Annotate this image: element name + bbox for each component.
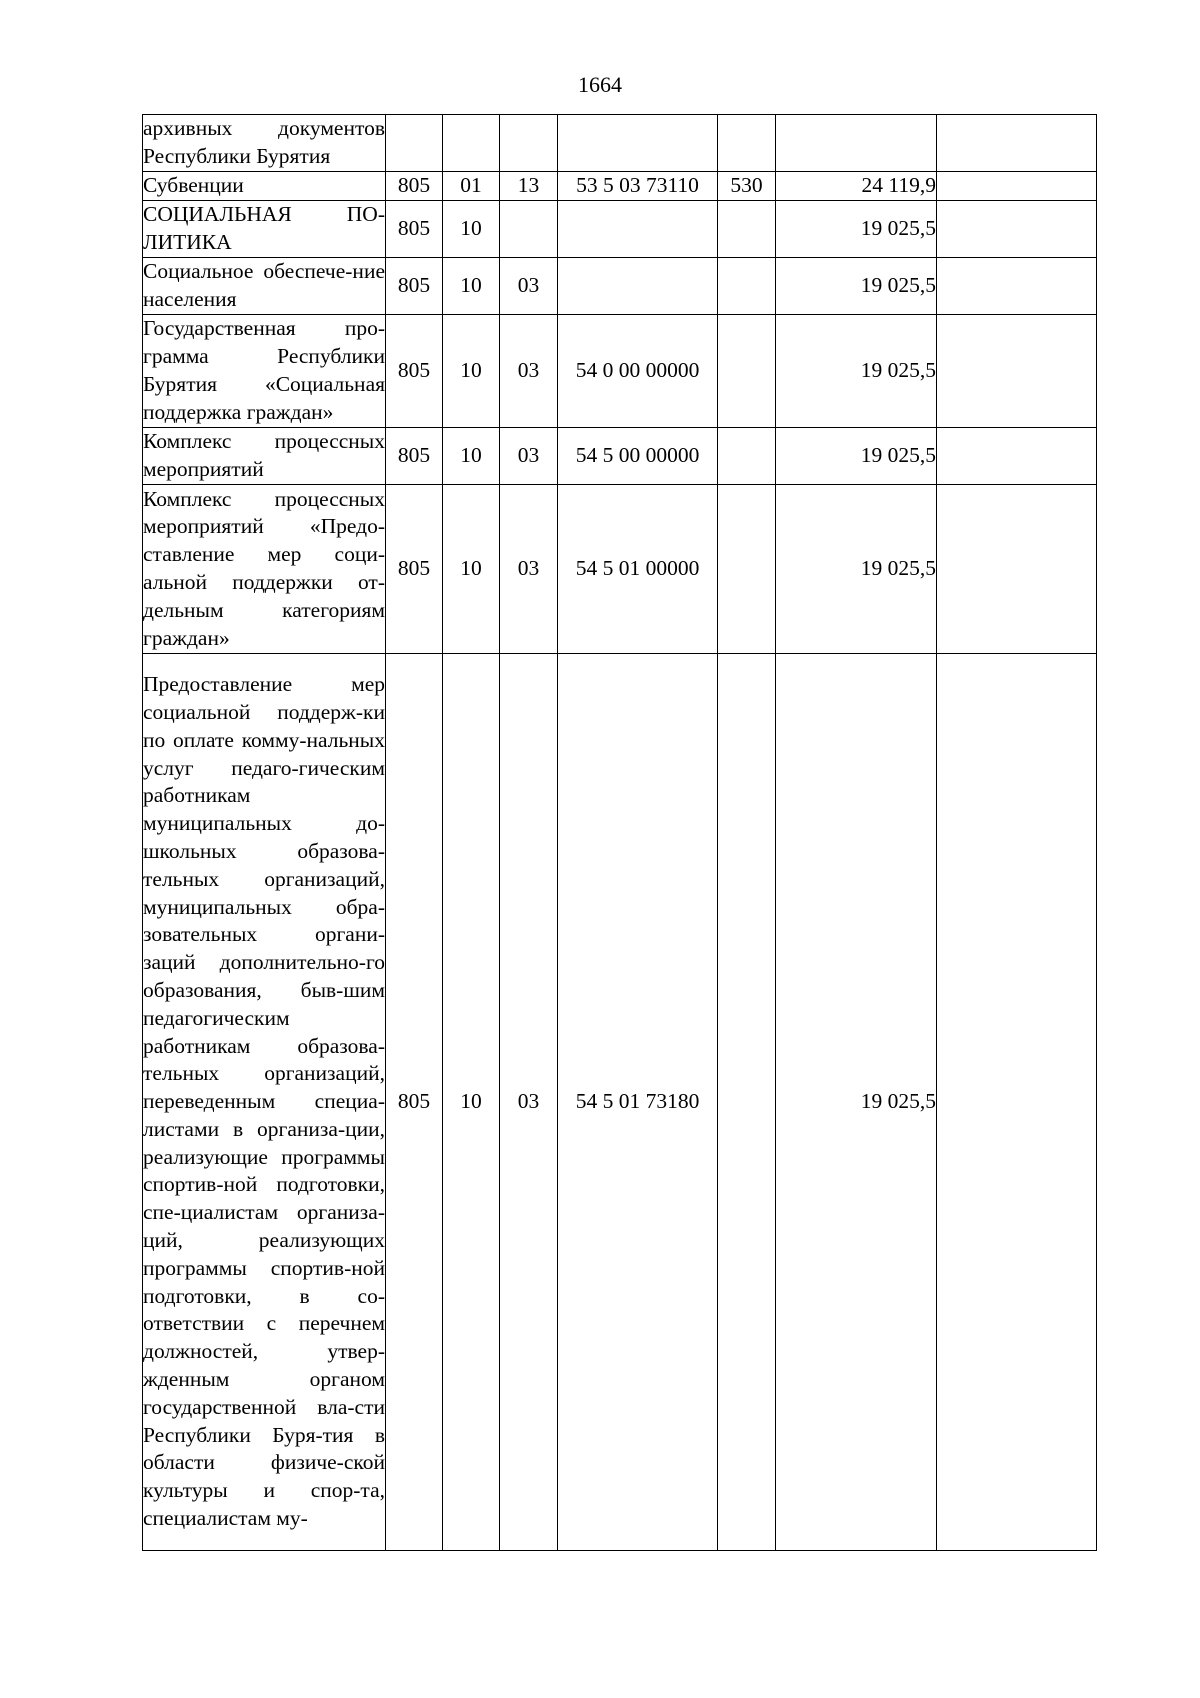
row-name: Комплекс процессных мероприятий «Предо-ставление мер соци-альной поддержки от-дельным категориям граждан» [143,485,386,654]
section-code: 10 [443,201,500,258]
subsection-code: 03 [500,428,558,485]
target-article-code: 54 0 00 00000 [558,315,718,428]
row-name: Субвенции [143,172,386,201]
row-name: Государственная про-грамма Республики Бурятия «Социальная поддержка граждан» [143,315,386,428]
ved-code: 805 [386,201,443,258]
target-article-code: 54 5 01 73180 [558,654,718,1551]
amount: 24 119,9 [776,172,937,201]
table-row [143,258,1097,315]
extra-column [937,654,1097,1551]
extra-column [937,115,1097,172]
row-name: Комплекс процессных мероприятий [143,428,386,485]
subsection-code [500,201,558,258]
table-row [143,201,1097,258]
expense-type-code [718,201,776,258]
subsection-code: 03 [500,315,558,428]
amount: 19 025,5 [776,315,937,428]
page-number: 1664 [578,72,622,97]
ved-code [386,115,443,172]
target-article-code [558,201,718,258]
row-name: Социальное обеспече-ние населения [143,258,386,315]
extra-column [937,315,1097,428]
extra-column [937,485,1097,654]
target-article-code: 54 5 00 00000 [558,428,718,485]
ved-code: 805 [386,428,443,485]
section-code: 10 [443,654,500,1551]
budget-table [142,114,1097,1551]
ved-code: 805 [386,258,443,315]
expense-type-code: 530 [718,172,776,201]
extra-column [937,201,1097,258]
subsection-code: 03 [500,258,558,315]
ved-code: 805 [386,315,443,428]
table-row [143,172,1097,201]
amount: 19 025,5 [776,428,937,485]
expense-type-code [718,115,776,172]
table-row [143,485,1097,654]
extra-column [937,428,1097,485]
target-article-code: 53 5 03 73110 [558,172,718,201]
subsection-code: 03 [500,485,558,654]
expense-type-code [718,485,776,654]
table-row [143,428,1097,485]
ved-code: 805 [386,485,443,654]
target-article-code: 54 5 01 00000 [558,485,718,654]
ved-code: 805 [386,654,443,1551]
target-article-code [558,115,718,172]
table-row [143,654,1097,1551]
section-code: 10 [443,315,500,428]
amount: 19 025,5 [776,654,937,1551]
extra-column [937,172,1097,201]
amount: 19 025,5 [776,258,937,315]
section-code: 10 [443,258,500,315]
section-code: 10 [443,428,500,485]
subsection-code: 13 [500,172,558,201]
ved-code: 805 [386,172,443,201]
section-code [443,115,500,172]
amount: 19 025,5 [776,485,937,654]
expense-type-code [718,258,776,315]
subsection-code [500,115,558,172]
expense-type-code [718,428,776,485]
row-name: Предоставление мер социальной поддерж-ки по оплате комму-нальных услуг педаго-гическим работникам муниципальных до-школьных образова-тельных организаций, муниципальных обра-зовательных органи-заций дополнительно-го образования, быв-шим педагогическим работникам образова-тельных организаций, переведенным специа-листами в организа-ции, реализующие программы спортив-ной подготовки, спе-циалистам организа-ций, реализующих программы спортив-ной подготовки, в со-ответствии с перечнем должностей, утвер-жденным органом государственной вла-сти Республики Буря-тия в области физиче-ской культуры и спор-та, специалистам му- [143,654,386,1551]
table-row [143,115,1097,172]
expense-type-code [718,315,776,428]
subsection-code: 03 [500,654,558,1551]
section-code: 10 [443,485,500,654]
section-code: 01 [443,172,500,201]
target-article-code [558,258,718,315]
amount [776,115,937,172]
table-row [143,315,1097,428]
row-name: архивных документов Республики Бурятия [143,115,386,172]
extra-column [937,258,1097,315]
amount: 19 025,5 [776,201,937,258]
row-name: СОЦИАЛЬНАЯ ПО-ЛИТИКА [143,201,386,258]
expense-type-code [718,654,776,1551]
